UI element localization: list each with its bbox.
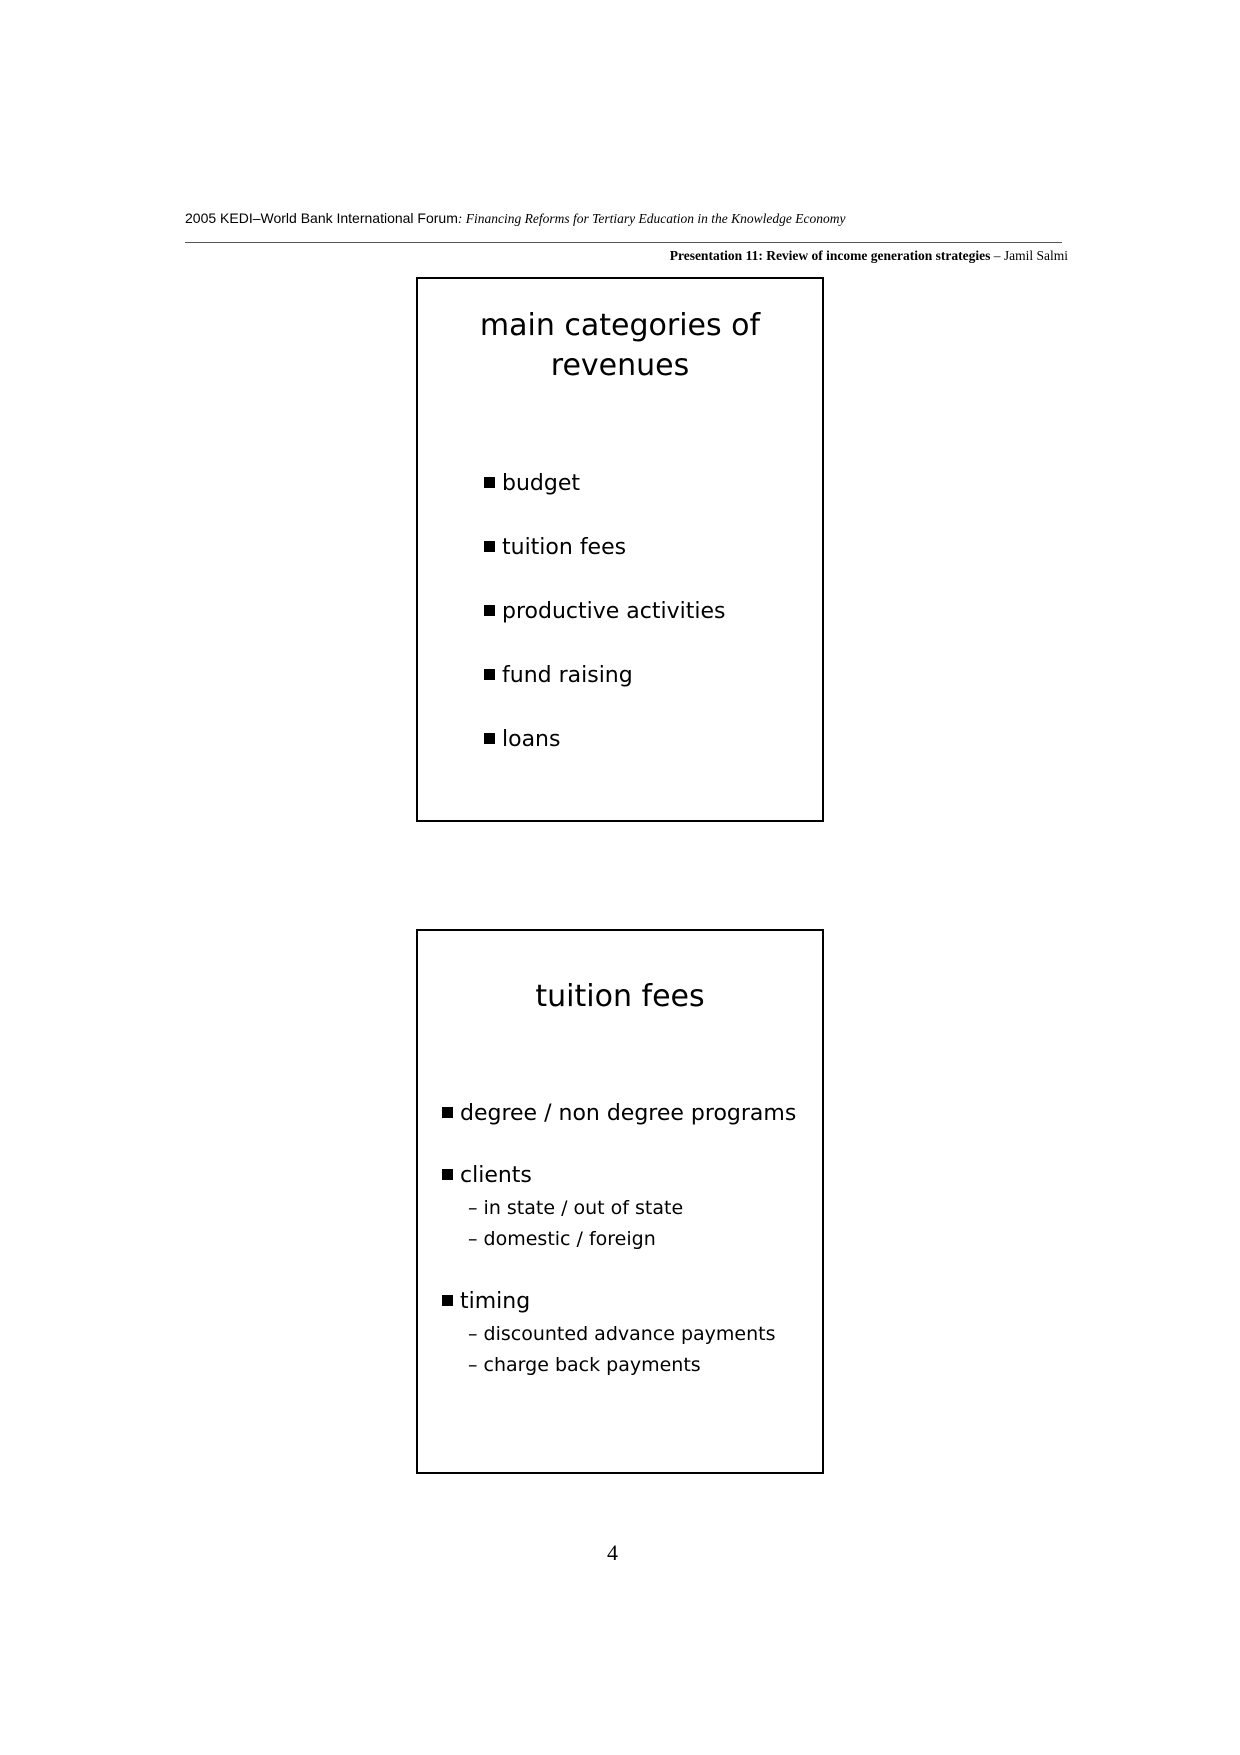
page-number: 4	[607, 1540, 618, 1565]
bullet-label: timing	[460, 1289, 531, 1314]
bullet-label: productive activities	[502, 599, 726, 624]
bullet-list	[484, 469, 725, 789]
slide-title	[418, 306, 822, 386]
bullet-item	[442, 1287, 796, 1381]
sub-bullet-list	[442, 1319, 796, 1381]
bullet-label: fund raising	[502, 663, 633, 688]
bullet-label: budget	[502, 471, 580, 496]
sub-bullet-item: – discounted advance payments	[468, 1323, 776, 1345]
presentation-author: – Jamil Salmi	[990, 248, 1068, 263]
bullet-list	[442, 1099, 796, 1413]
square-bullet-icon	[484, 541, 495, 552]
slide-tuition-fees	[416, 929, 824, 1474]
slide-main-categories	[416, 277, 824, 822]
bullet-label: degree / non degree programs	[460, 1101, 797, 1126]
square-bullet-icon	[484, 605, 495, 616]
bullet-item	[484, 533, 725, 563]
bullet-item	[442, 1099, 796, 1129]
header-forum-line	[185, 210, 845, 228]
square-bullet-icon	[484, 733, 495, 744]
bullet-label: loans	[502, 727, 561, 752]
forum-subtitle: : Financing Reforms for Tertiary Education in the Knowledge Economy	[457, 211, 846, 226]
bullet-item	[442, 1161, 796, 1255]
bullet-item	[484, 597, 725, 627]
square-bullet-icon	[484, 669, 495, 680]
sub-bullet-list	[442, 1193, 796, 1255]
square-bullet-icon	[484, 477, 495, 488]
bullet-label: clients	[460, 1163, 532, 1188]
slide-title-line: revenues	[550, 348, 690, 383]
bullet-item	[484, 725, 725, 755]
slide-title: tuition fees	[535, 979, 705, 1014]
sub-bullet-item: – charge back payments	[468, 1354, 701, 1376]
slide-title-line: main categories of	[479, 308, 761, 343]
bullet-label: tuition fees	[502, 535, 627, 560]
header-presentation-line	[670, 248, 1068, 264]
header-divider	[185, 242, 1062, 243]
sub-bullet-item: – in state / out of state	[468, 1197, 684, 1219]
sub-bullet-item: – domestic / foreign	[468, 1228, 656, 1250]
bullet-item	[484, 661, 725, 691]
bullet-item	[484, 469, 725, 499]
presentation-title: Presentation 11: Review of income generation strategies	[669, 248, 991, 263]
square-bullet-icon	[442, 1295, 453, 1306]
square-bullet-icon	[442, 1107, 453, 1118]
forum-name: 2005 KEDI–World Bank International Forum	[185, 210, 458, 226]
square-bullet-icon	[442, 1169, 453, 1180]
